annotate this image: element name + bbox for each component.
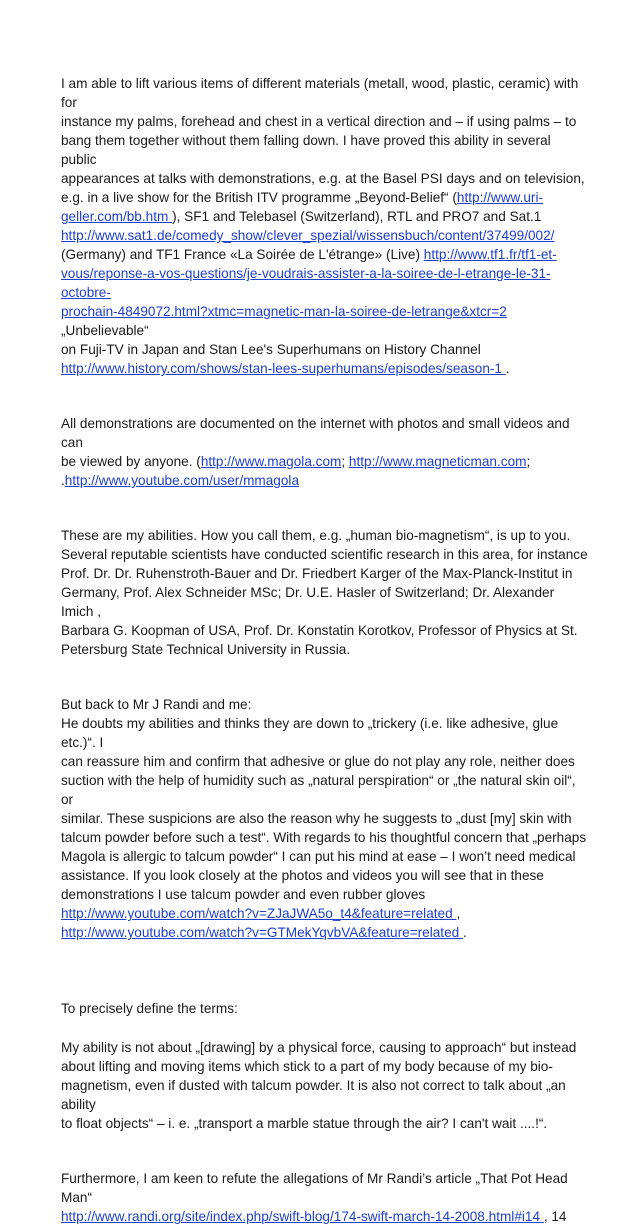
hyperlink[interactable]: http://www.youtube.com/watch?v=ZJaJWA5o_t4&feature=related [61, 906, 457, 921]
hyperlink[interactable]: http://www.youtube.com/watch?v=GTMekYqvbVA&feature=related [61, 925, 463, 940]
hyperlink[interactable]: http://www.sat1.de/comedy_show/clever_spezial/wissensbuch/content/37499/002/ [61, 228, 555, 243]
text-run: , 14 [543, 1209, 567, 1224]
text-run: I am able to lift various items of different materials (metall, wood, plastic, ceramic) with for instance my palms, forehead and chest in a vertical direction and – if using palms – to bang them together without them falling down. I have proved this ability in several public appearances at talks with demonstrations, e.g. at the Basel PSI days and on television, e.g. in a live show for the British ITV programme „Beyond-Belief“ ( [61, 76, 585, 205]
hyperlink[interactable]: http://www.magola.com [200, 454, 342, 469]
text-run: Furthermore, I am keen to refute the allegations of Mr Randi’s article „That Pot Head Man“ [61, 1171, 568, 1205]
text-run: . [505, 361, 510, 376]
hyperlink[interactable]: http://www.magneticman.com [348, 454, 527, 469]
text-run: All demonstrations are documented on the internet with photos and small videos and can be viewed by anyone. ( [61, 416, 570, 469]
hyperlink[interactable]: http://www.randi.org/site/index.php/swift-blog/174-swift-march-14-2008.html#i14 [61, 1209, 544, 1224]
text-run: . [462, 925, 467, 940]
text-run: ), SF1 and Telebasel (Switzerland), RTL and PRO7 and Sat.1 [172, 209, 542, 224]
text-run: (Germany) and TF1 France «La Soirée de L'étrange» (Live) [61, 247, 420, 262]
paragraph-define-terms [61, 1038, 588, 1133]
paragraph-demonstrations [61, 414, 588, 490]
paragraph-define-terms-heading [61, 999, 588, 1018]
hyperlink[interactable]: http://www.tf1.fr/tf1-et- vous/reponse-a-vos-questions/je-voudrais-assister-a-la-soiree-de-l-etrange-le-31-octobre- prochain-4849072.html?xtmc=magnetic-man-la-soiree-de-letrange&xtcr=2 [61, 247, 557, 319]
text-run: , [456, 906, 461, 921]
text-run: „Unbelievable“ on Fuji-TV in Japan and Stan Lee's Superhumans on History Channel [61, 323, 481, 357]
hyperlink[interactable]: http://www.uri- geller.com/bb.htm [61, 190, 544, 224]
paragraph-refute [61, 1169, 588, 1226]
hyperlink[interactable]: http://www.youtube.com/user/mmagola [64, 473, 300, 488]
paragraph-scientists [61, 526, 588, 659]
text-run: But back to Mr J Randi and me: He doubts my abilities and thinks they are down to „trickery (i.e. like adhesive, glue etc.)“. I can reassure him and confirm that adhesive or glue do not play any role, neither does suction with the help of humidity such as „natural perspiration“ or „the natural skin oil“, or similar. These suspicions are also the reason why he suggests to „dust [my] skin with talcum powder before such a test“. With regards to his thoughtful concern that „perhaps Magola is allergic to talcum powder“ I can put his mind at ease – I won’t need medical assistance. If you look closely at the photos and videos you will see that in these demonstrations I use talcum powder and even rubber gloves [61, 697, 587, 902]
text-run: My ability is not about „[drawing] by a physical force, causing to approach“ but instead about lifting and moving items which stick to a part of my body because of my bio- magnetism, even if dusted with talcum powder. It is also not correct to talk about „an ability to float objects“ – i. e. „transport a marble statue through the air? I can't wait ....!“. [61, 1040, 577, 1131]
text-run: ; [341, 454, 349, 469]
paragraph-randi [61, 695, 588, 942]
text-run: To precisely define the terms: [61, 1001, 238, 1016]
text-run: These are my abilities. How you call them, e.g. „human bio-magnetism“, is up to you. Several reputable scientists have conducted scientific research in this area, for instance Prof. Dr. Dr. Ruhenstroth-Bauer and Dr. Friedbert Karger of the Max-Planck-Institut in Germany, Prof. Alex Schneider MSc; Dr. U.E. Hasler of Switzerland; Dr. Alexander Imich , Barbara G. Koopman of USA, Prof. Dr. Konstatin Korotkov, Professor of Physics at St. Petersburg State Technical University in Russia. [61, 528, 588, 657]
hyperlink[interactable]: http://www.history.com/shows/stan-lees-superhumans/episodes/season-1 [61, 361, 506, 376]
paragraph-abilities-intro [61, 74, 588, 378]
text-run: ; . [61, 454, 531, 488]
